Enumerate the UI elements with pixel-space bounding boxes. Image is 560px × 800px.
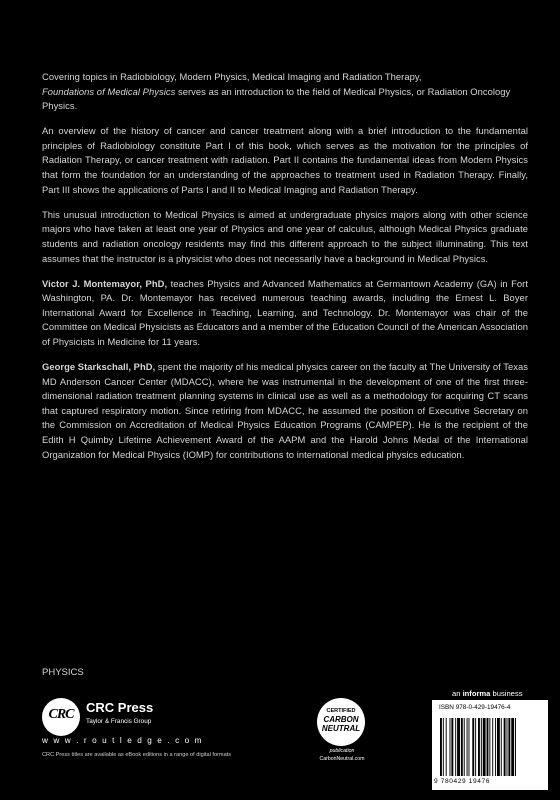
book-title-italic: Foundations of Medical Physics bbox=[42, 85, 176, 97]
author-montemayor-bio: teaches Physics and Advanced Mathematics at Germantown Academy (GA) in Fort Washington, PA. Dr. Montemayor has received numerous teaching awards, including the Ernest L. Boyer International Award for Excellence in Teaching, Learning, and Technology. Dr. Montemayor was chair of the Committee on Medical Physicists as Educators and a member of the Education Council of the American Association of Physicists in Medicine for 11 years. bbox=[42, 277, 528, 347]
publisher-block bbox=[42, 696, 282, 766]
barcode-icon bbox=[438, 718, 542, 780]
author-starkschall-paragraph bbox=[42, 360, 528, 462]
author-starkschall-name: George Starkschall, PhD, bbox=[42, 361, 156, 373]
author-montemayor-paragraph bbox=[42, 277, 528, 350]
subject-category: PHYSICS bbox=[42, 667, 84, 678]
back-cover-text bbox=[42, 70, 528, 473]
publisher-group: Taylor & Francis Group bbox=[86, 718, 152, 725]
carbon-neutral-badge bbox=[312, 698, 376, 764]
barcode-digits: 9 780429 19476 bbox=[434, 778, 491, 785]
publisher-url: w w w . r o u t l e d g e . c o m bbox=[42, 736, 204, 745]
carbon-label: CARBON bbox=[323, 715, 359, 724]
isbn-label: ISBN 978-0-429-19476-4 bbox=[439, 704, 511, 711]
neutral-label: NEUTRAL bbox=[321, 724, 361, 733]
isbn-barcode-box bbox=[432, 700, 548, 790]
intro-text: Covering topics in Radiobiology, Modern Physics, Medical Imaging and Radiation Therapy, bbox=[42, 71, 422, 82]
author-starkschall-bio: spent the majority of his medical physics career on the faculty at The University of Texas MD Anderson Cancer Center (MDACC), where he was instrumental in the development of one of the first three-dimensional radiation treatment planning systems in clinical use as well as a methodology for acquiring CT scans that captured respiratory motion. Since retiring from MDACC, he assumed the position of Executive Secretary on the Commission on Accreditation of Medical Physics Education Programs (CAMPEP). He is the recipient of the Edith H Quimby Lifetime Achievement Award of the AAPM and the Harold Johns Medal of the International Organization for Medical Physics (IOMP) for contributions to international medical physics education. bbox=[42, 361, 528, 460]
informa-suffix: business bbox=[490, 689, 523, 698]
informa-brand: informa bbox=[462, 689, 491, 698]
carbon-publication-label: publication bbox=[329, 748, 355, 754]
intro-paragraph bbox=[42, 70, 528, 114]
informa-business-label bbox=[452, 689, 523, 698]
intro-text-continued: serves as an introduction to the field of Medical Physics, or Radiation Oncology Physics. bbox=[42, 85, 511, 112]
carbon-site-label: CarbonNeutral.com bbox=[319, 756, 365, 762]
publisher-name: CRC Press bbox=[86, 700, 154, 715]
crc-logo-text: CRC bbox=[48, 707, 74, 722]
informa-prefix: an bbox=[452, 689, 463, 698]
ebook-note: CRC Press titles are available as eBook editions in a range of digital formats bbox=[42, 752, 232, 758]
overview-paragraph: An overview of the history of cancer and cancer treatment along with a brief introduction to the fundamental principles of Radiobiology constitute Part I of this book, which serves as the motivation for the principles of Radiation Therapy, or cancer treatment with radiation. Part II contains the fundamental ideas from Modern Physics that form the foundation for an understanding of the approaches to treatment used in Radiation Therapy. Finally, Part III shows the applications of Parts I and II to Medical Imaging and Radiation Therapy. bbox=[42, 125, 528, 195]
audience-paragraph: This unusual introduction to Medical Physics is aimed at undergraduate physics majors along with other science majors who have taken at least one year of Physics and one year of calculus, although Medical Physics graduate students and radiation oncology residents may find this different approach to the subject illuminating. This text assumes that the instructor is a physicist who does not necessarily have a background in Medical Physics. bbox=[42, 208, 528, 264]
author-montemayor-name: Victor J. Montemayor, PhD, bbox=[42, 277, 168, 289]
carbon-certified-label: CERTIFIED bbox=[326, 708, 356, 714]
